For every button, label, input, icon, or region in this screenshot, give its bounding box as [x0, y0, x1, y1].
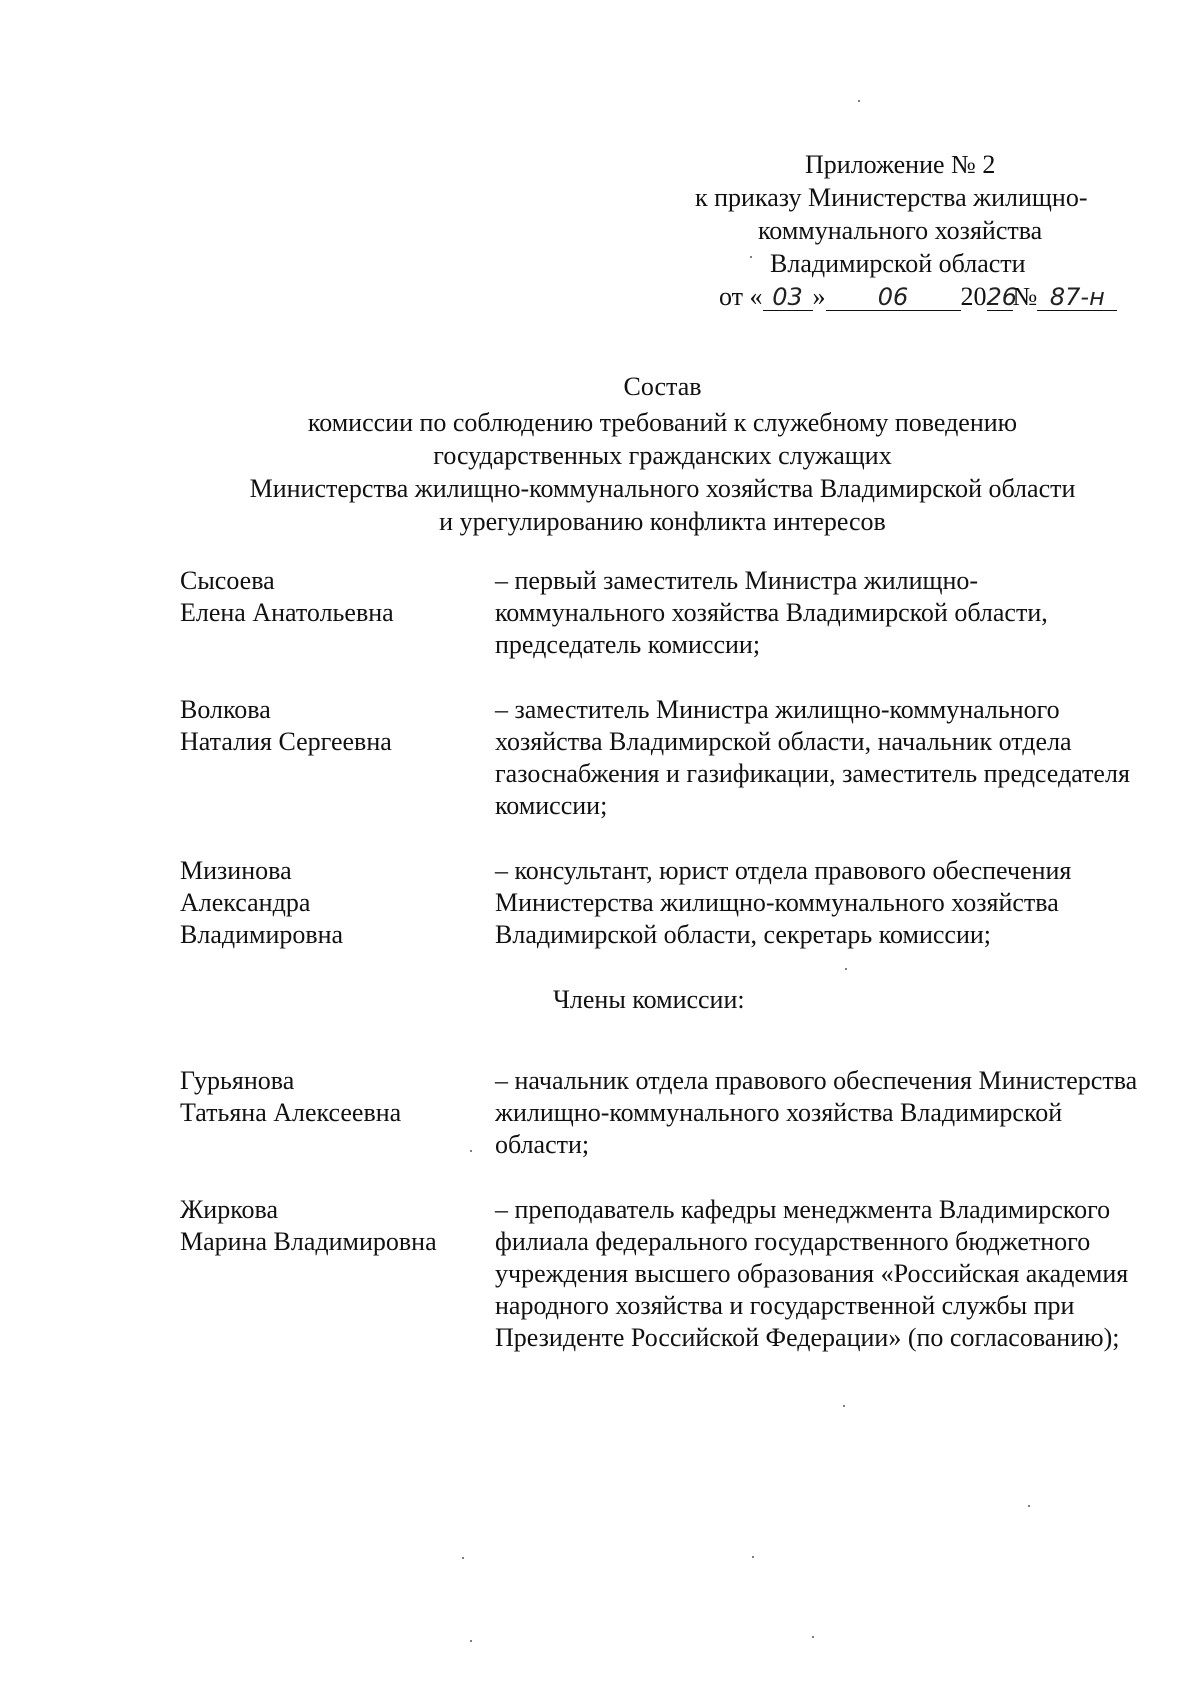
- member-name: [180, 1194, 495, 1354]
- date-prefix: от «: [719, 282, 763, 311]
- member-surname: Волкова: [180, 695, 271, 724]
- member-name: [180, 694, 495, 822]
- member-entry: [180, 1194, 1140, 1354]
- scan-speck: [845, 968, 847, 970]
- scan-speck: [470, 1640, 472, 1642]
- members-heading: Члены комиссии:: [553, 985, 745, 1014]
- year-prefix: 20: [960, 282, 987, 311]
- member-role: – преподаватель кафедры менеджмента Владимирского филиала федерального государственного бюджетного учреждения высшего образования «Российская академия народного хозяйства и государственной службы при Президенте Российской Федерации» (по согласованию);: [495, 1195, 1129, 1352]
- member-given-names: Татьяна Алексеевна: [180, 1098, 402, 1127]
- member-surname: Сысоева: [180, 566, 275, 595]
- appendix-order-ref: к приказу Министерства жилищно-: [695, 183, 1088, 212]
- member-given-names: Наталия Сергеевна: [180, 727, 392, 756]
- member-surname: Жиркова: [180, 1195, 278, 1224]
- member-given-names: Елена Анатольевна: [180, 598, 394, 627]
- order-number: 87-н: [1037, 284, 1117, 311]
- date-month: 06: [826, 284, 961, 311]
- member-entry: [180, 855, 1140, 951]
- member-role: – начальник отдела правового обеспечения Министерства жилищно-коммунального хозяйства Владимирской области;: [495, 1066, 1138, 1159]
- title-line-4: и урегулированию конфликта интересов: [439, 507, 886, 536]
- member-given-name: Александра: [180, 888, 311, 917]
- member-role: – консультант, юрист отдела правового обеспечения Министерства жилищно-коммунального хозяйства Владимирской области, секретарь комиссии;: [495, 856, 1072, 949]
- title-heading: Состав: [623, 372, 702, 401]
- scan-speck: [470, 1150, 472, 1152]
- appendix-date-line: [690, 280, 1110, 313]
- member-surname: Мизинова: [180, 856, 292, 885]
- member-role: – заместитель Министра жилищно-коммунального хозяйства Владимирской области, начальник отдела газоснабжения и газификации, заместитель председателя комиссии;: [495, 695, 1130, 820]
- document-title: [0, 370, 1200, 538]
- member-given-names: Марина Владимировна: [180, 1227, 437, 1256]
- scan-speck: [812, 1636, 814, 1638]
- number-label: №: [1012, 282, 1038, 311]
- member-name: [180, 1065, 495, 1161]
- title-line-3: Министерства жилищно-коммунального хозяйства Владимирской области: [249, 474, 1076, 503]
- year-suffix: 26: [986, 283, 1018, 311]
- title-line-1: комиссии по соблюдению требований к служебному поведению: [307, 408, 1018, 437]
- scan-speck: [843, 1405, 845, 1407]
- commission-list: [180, 565, 1140, 1387]
- scan-speck: [752, 1556, 754, 1558]
- appendix-title: Приложение № 2: [805, 150, 996, 179]
- scan-speck: [858, 100, 860, 102]
- member-entry: [180, 565, 1140, 661]
- member-patronymic: Владимировна: [180, 920, 344, 949]
- date-day: 03: [763, 284, 813, 311]
- title-line-2: государственных гражданских служащих: [433, 441, 892, 470]
- scan-speck: [750, 256, 752, 258]
- member-name: [180, 565, 495, 661]
- member-surname: Гурьянова: [180, 1066, 295, 1095]
- appendix-header: [690, 148, 1110, 313]
- date-close-quote: »: [812, 282, 826, 311]
- appendix-ministry: коммунального хозяйства: [758, 216, 1043, 245]
- scan-speck: [462, 1557, 464, 1559]
- scan-speck: [1028, 1505, 1030, 1507]
- member-entry: [180, 694, 1140, 822]
- member-name: [180, 855, 495, 951]
- appendix-region: Владимирской области: [770, 249, 1026, 278]
- member-entry: [180, 1065, 1140, 1161]
- member-role: – первый заместитель Министра жилищно-коммунального хозяйства Владимирской области, председатель комиссии;: [495, 566, 1048, 659]
